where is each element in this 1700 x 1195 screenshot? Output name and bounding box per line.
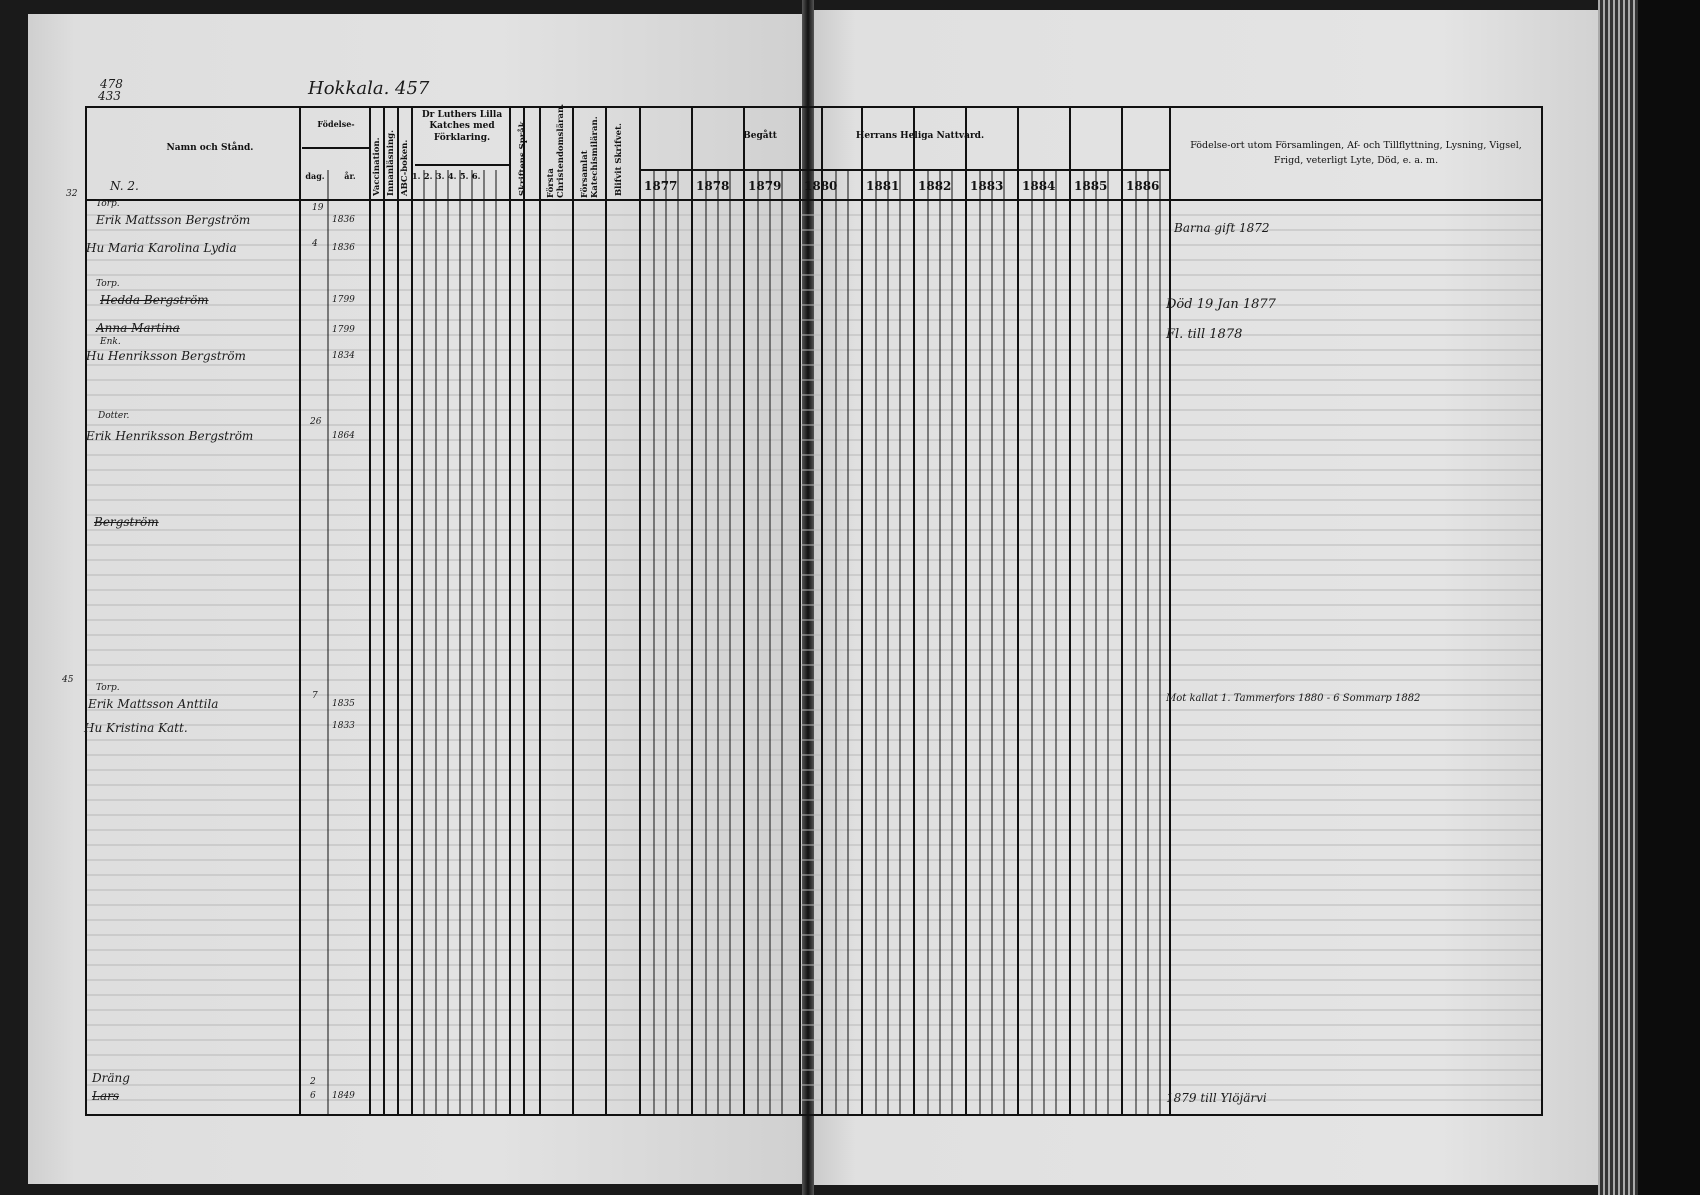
entry-5-line-3: Hu Kristina Katt. (84, 721, 188, 735)
header-ar: år. (344, 171, 356, 181)
entry-2-line-4: Enk. (100, 337, 121, 347)
entry-2-line-2: Hedda Bergström (100, 293, 209, 307)
entry-4-line-1: Bergström (94, 515, 159, 529)
entry-2-remark: Död 19 Jan 1877 (1166, 297, 1276, 312)
entry-5-year-1: 1835 (332, 699, 355, 709)
year-label: 1877 (644, 179, 678, 193)
year-label: 1883 (970, 179, 1004, 193)
entry-1-line-3: Hu Maria Karolina Lydia (86, 241, 237, 255)
header-forsamlat: Församlat Katechismiläran. (580, 116, 600, 198)
header-skriftens: Skriftens Språk. (518, 118, 528, 196)
entry-6-day-1: 2 (310, 1077, 316, 1087)
entry-1-number: 32 (66, 189, 78, 199)
entry-6-day-2: 6 (310, 1091, 316, 1101)
entry-3-year: 1864 (332, 431, 355, 441)
entry-1-line-1: Torp. (96, 199, 120, 209)
entry-1-house: N. 2. (110, 179, 139, 193)
entry-3-day: 26 (310, 417, 322, 427)
entry-1-day-1: 19 (312, 203, 324, 213)
place-heading: Hokkala. 457 (308, 78, 430, 99)
entry-5-line-2: Erik Mattsson Anttila (88, 697, 219, 711)
header-vaccination: Vaccination. (372, 137, 382, 196)
luther-number: 6. (472, 171, 481, 181)
entry-6-remark: 1879 till Ylöjärvi (1166, 1091, 1267, 1105)
entry-2-line-1: Torp. (96, 279, 120, 289)
luther-number: 2. (424, 171, 433, 181)
page-number-top: 478 (100, 77, 123, 91)
entry-1-line-2: Erik Mattsson Bergström (96, 213, 251, 227)
year-label: 1886 (1126, 179, 1160, 193)
luther-number: 1. (412, 171, 421, 181)
entry-2-year-2: 1799 (332, 325, 355, 335)
year-label: 1885 (1074, 179, 1108, 193)
entry-6-line-1: Dräng (92, 1071, 130, 1085)
luther-number: 5. (460, 171, 469, 181)
header-fodelse-ort: Födelse-ort utom Församlingen, Af- och Tillflyttning, Lysning, Vigsel, Frigd, veterligt Lyte, Död, e. a. m. (1190, 140, 1522, 167)
page-number-bottom: 433 (98, 89, 121, 103)
entry-2-year-1: 1799 (332, 295, 355, 305)
entry-6-line-2: Lars (92, 1089, 120, 1103)
year-label: 1880 (804, 179, 838, 193)
header-abc: ABC-boken. (400, 139, 410, 196)
header-begatt: Begått (743, 131, 777, 141)
entry-5-day: 7 (312, 691, 318, 701)
entry-2-line-5: Hu Henriksson Bergström (86, 349, 246, 363)
year-label: 1882 (918, 179, 952, 193)
entry-3-line-1: Dotter. (98, 411, 130, 421)
header-forsta: Första Christendomsläran. (546, 103, 566, 198)
luther-number: 3. (436, 171, 445, 181)
entry-5-year-2: 1833 (332, 721, 355, 731)
luther-number: 4. (448, 171, 457, 181)
header-fodelse: Födelse- (317, 119, 355, 129)
header-innanlasning: Innanläsning. (386, 129, 396, 196)
entry-1-remark: Barna gift 1872 (1174, 221, 1270, 235)
entry-1-year-1: 1836 (332, 215, 355, 225)
header-dag: dag. (305, 171, 325, 181)
entry-6-year: 1849 (332, 1091, 355, 1101)
entry-2-year-3: 1834 (332, 351, 355, 361)
entry-1-day-2: 4 (312, 239, 318, 249)
year-label: 1879 (748, 179, 782, 193)
entry-5-number: 45 (62, 675, 74, 685)
entry-1-year-2: 1836 (332, 243, 355, 253)
header-nattvard: Herrans Heliga Nattvard. (855, 131, 985, 141)
entry-5-remark: Mot kallat 1. Tammerfors 1880 - 6 Sommarp 1882 (1166, 693, 1421, 704)
year-label: 1878 (696, 179, 730, 193)
header-namn: Namn och Stånd. (166, 143, 254, 153)
entry-2-line-3: Anna Martina (96, 321, 180, 335)
header-luther: Dr Luthers Lilla Katches med Förklaring. (421, 110, 503, 143)
entry-3-line-2: Erik Henriksson Bergström (86, 429, 254, 443)
year-label: 1881 (866, 179, 900, 193)
entry-3-remark: Fl. till 1878 (1166, 327, 1243, 342)
year-label: 1884 (1022, 179, 1056, 193)
header-blifvit: Blifvit Skrifvet. (614, 123, 624, 196)
entry-5-line-1: Torp. (96, 683, 120, 693)
